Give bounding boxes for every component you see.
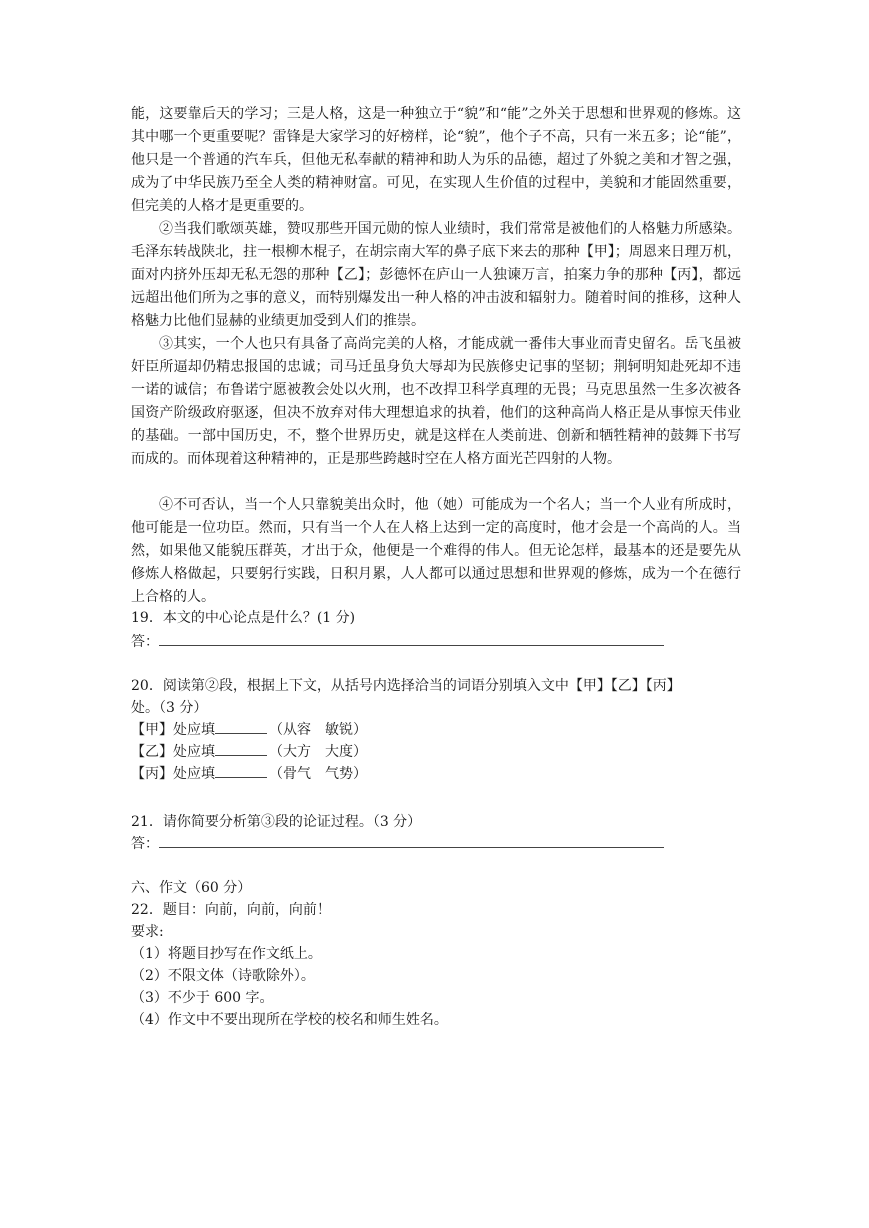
passage-paragraph-4: ④不可否认，当一个人只靠貌美出众时，他（她）可能成为一个名人；当一个人业有所成时，他可能是一位功臣。然而，只有当一个人在人格上达到一定的高度时，他才会是一个高尚的人。当然，如果他又能貌压群英，才出于众，他便是一个难得的伟人。但无论怎样，最基本的还是要先从修炼人格做起，只要躬行实践，日积月累，人人都可以通过思想和世界观的修炼，成为一个在德行上合格的人。 (131, 497, 741, 605)
question-19-answer-row (131, 631, 751, 653)
passage-paragraph-2: ②当我们歌颂英雄，赞叹那些开国元勋的惊人业绩时，我们常常是被他们的人格魅力所感染。毛泽东转战陕北，拄一根柳木棍子，在胡宗南大军的鼻子底下来去的那种【甲】；周恩来日理万机，面对内挤外压却无私无怨的那种【乙】；彭德怀在庐山一人独谏万言，拍案力争的那种【丙】，都远远超出他们所为之事的意义，而特别爆发出一种人格的冲击波和辐射力。随着时间的推移，这种人格魅力比他们显赫的业绩更加受到人们的推崇。 (131, 221, 741, 329)
passage-paragraph-1: 能，这要靠后天的学习；三是人格，这是一种独立于“貌”和“能”之外关于思想和世界观的修炼。这其中哪一个更重要呢？雷锋是大家学习的好榜样，论“貌”，他个子不高，只有一米五多；论“能”，他只是一个普通的汽车兵，但他无私奉献的精神和助人为乐的品德，超过了外貌之美和才智之强，成为了中华民族乃至全人类的精神财富。可见，在实现人生价值的过程中，美貌和才能固然重要，但完美的人格才是更重要的。 (131, 106, 741, 214)
blank-label: 【乙】处应填 (131, 744, 215, 760)
requirements-label: 要求: (131, 924, 164, 940)
blank-line[interactable] (215, 743, 267, 756)
blank-line[interactable] (215, 765, 267, 778)
blank-options: （大方 大度） (269, 744, 367, 760)
blank-label: 【丙】处应填 (131, 766, 215, 782)
blank-options: （从容 敏锐） (269, 722, 367, 738)
question-21-answer-row (131, 833, 751, 855)
blank-label: 【甲】处应填 (131, 722, 215, 738)
answer-label: 答： (131, 634, 159, 650)
requirement-item: （1）将题目抄写在作文纸上。 (131, 946, 322, 962)
answer-line[interactable] (159, 834, 664, 848)
requirement-item: （3）不少于 600 字。 (131, 990, 274, 1006)
fill-blank-bing (131, 763, 751, 785)
answer-label: 答： (131, 836, 159, 852)
question-19: 19．本文的中心论点是什么？(1 分) (131, 610, 356, 626)
question-22: 22．题目：向前，向前，向前！ (131, 902, 331, 918)
requirement-item: （2）不限文体（诗歌除外）。 (131, 968, 315, 984)
blank-line[interactable] (215, 721, 267, 734)
question-20-continued: 处。（3 分） (131, 700, 208, 716)
fill-blank-jia (131, 719, 751, 741)
passage-paragraph-3: ③其实，一个人也只有具备了高尚完美的人格，才能成就一番伟大事业而青史留名。岳飞虽被奸臣所逼却仍精忠报国的忠诚；司马迁虽身负大辱却为民族修史记事的坚韧；荆轲明知赴死却不违一诺的诚信；布鲁诺宁愿被教会处以火刑，也不改捍卫科学真理的无畏；马克思虽然一生多次被各国资产阶级政府驱逐，但决不放弃对伟大理想追求的执着，他们的这种高尚人格正是从事惊天伟业的基础。一部中国历史，不，整个世界历史，就是这样在人类前进、创新和牺牲精神的鼓舞下书写而成的。而体现着这种精神的，正是那些跨越时空在人格方面光芒四射的人物。 (131, 336, 741, 467)
requirement-item: （4）作文中不要出现所在学校的校名和师生姓名。 (131, 1012, 448, 1028)
question-20: 20．阅读第②段，根据上下文，从括号内选择洽当的词语分别填入文中【甲】【乙】【丙】 (131, 678, 681, 694)
section-6-heading: 六、作文（60 分） (131, 880, 252, 896)
fill-blank-yi (131, 741, 751, 763)
question-21: 21．请你简要分析第③段的论证过程。（3 分） (131, 814, 422, 830)
answer-line[interactable] (159, 632, 664, 646)
blank-options: （骨气 气势） (269, 766, 367, 782)
